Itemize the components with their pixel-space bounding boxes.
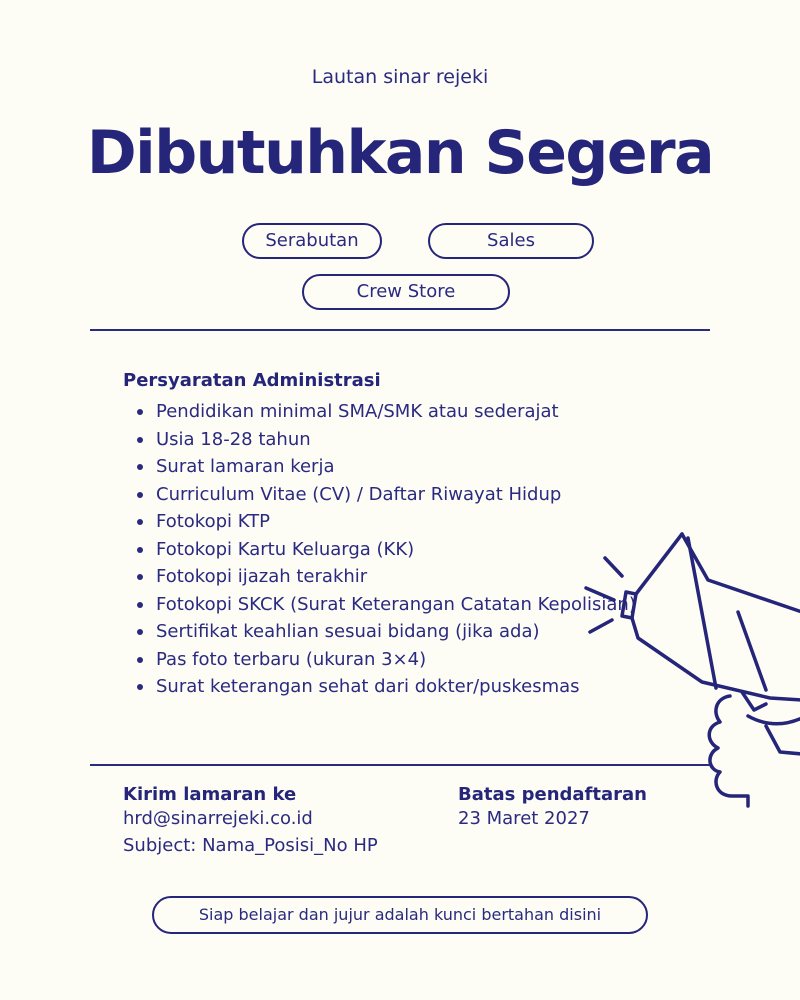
headline: Dibutuhkan Segera: [86, 118, 714, 188]
divider: [90, 329, 710, 331]
footer-tagline: Siap belajar dan jujur adalah kunci bertahan disini: [152, 896, 648, 934]
deadline-title: Batas pendaftaran: [458, 784, 647, 805]
list-item: Fotokopi Kartu Keluarga (KK): [156, 536, 636, 564]
deadline-date: 23 Maret 2027: [458, 808, 590, 829]
list-item: Sertifikat keahlian sesuai bidang (jika ada): [156, 618, 636, 646]
position-tag-serabutan: Serabutan: [242, 223, 382, 259]
megaphone-icon: [570, 520, 800, 820]
divider: [90, 764, 710, 766]
company-name: Lautan sinar rejeki: [311, 66, 489, 88]
position-tag-sales: Sales: [428, 223, 594, 259]
list-item: Fotokopi ijazah terakhir: [156, 563, 636, 591]
list-item: Pendidikan minimal SMA/SMK atau sederajat: [156, 398, 636, 426]
list-item: Surat keterangan sehat dari dokter/puskesmas: [156, 673, 636, 701]
list-item: Fotokopi SKCK (Surat Keterangan Catatan Kepolisian): [156, 591, 636, 619]
list-item: Usia 18-28 tahun: [156, 426, 636, 454]
contact-email: hrd@sinarrejeki.co.id: [123, 808, 313, 829]
requirements-list: [156, 398, 636, 701]
list-item: Surat lamaran kerja: [156, 453, 636, 481]
list-item: Pas foto terbaru (ukuran 3×4): [156, 646, 636, 674]
list-item: Curriculum Vitae (CV) / Daftar Riwayat Hidup: [156, 481, 636, 509]
contact-title: Kirim lamaran ke: [123, 784, 297, 805]
contact-subject: Subject: Nama_Posisi_No HP: [123, 835, 378, 856]
requirements-title: Persyaratan Administrasi: [123, 370, 381, 391]
list-item: Fotokopi KTP: [156, 508, 636, 536]
position-tag-crew-store: Crew Store: [302, 274, 510, 310]
